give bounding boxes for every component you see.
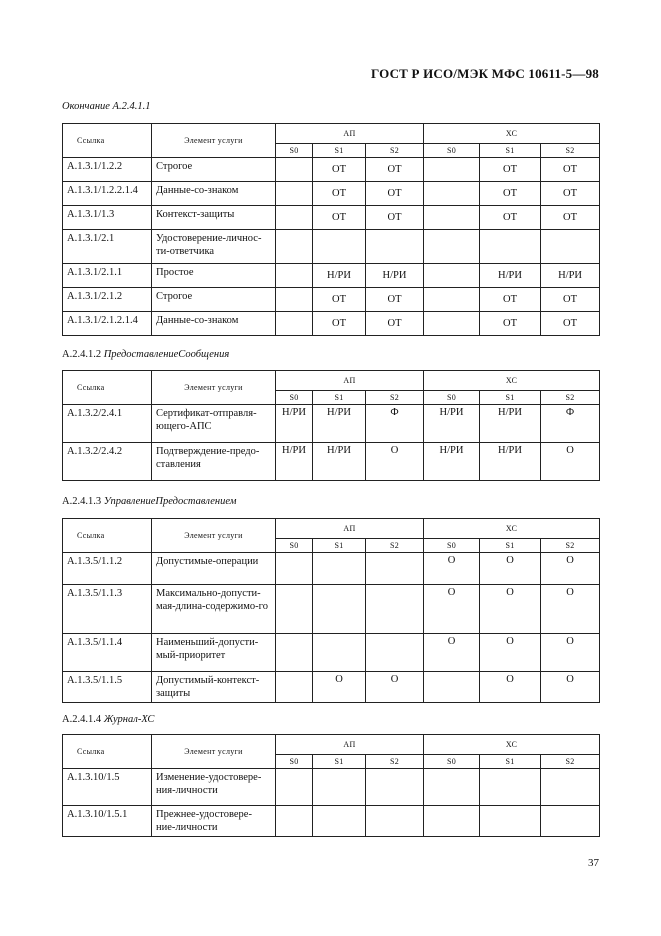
row-service: Данные-со-знаком bbox=[152, 182, 276, 206]
table-row bbox=[63, 182, 600, 206]
row-value bbox=[276, 634, 313, 672]
row-service: Контекст-защиты bbox=[152, 206, 276, 230]
row-value: О bbox=[366, 443, 424, 481]
row-value: О bbox=[424, 553, 480, 585]
row-value bbox=[276, 288, 313, 312]
row-value: Н/РИ bbox=[313, 264, 366, 288]
row-value: ОТ bbox=[313, 288, 366, 312]
row-value: О bbox=[541, 672, 600, 703]
row-value: ОТ bbox=[541, 288, 600, 312]
row-service: Изменение-удостовере-ния-личности bbox=[152, 769, 276, 806]
row-value bbox=[276, 206, 313, 230]
row-value bbox=[366, 553, 424, 585]
row-value bbox=[313, 769, 366, 806]
table-row bbox=[63, 288, 600, 312]
col-header-sub: S1 bbox=[480, 539, 541, 553]
col-header-sub: S0 bbox=[276, 144, 313, 158]
col-header-sub: S2 bbox=[541, 539, 600, 553]
row-value: Н/РИ bbox=[313, 405, 366, 443]
row-value bbox=[366, 634, 424, 672]
section-caption-title: Окончание А.2.4.1.1 bbox=[62, 101, 151, 112]
row-value bbox=[276, 585, 313, 634]
row-value bbox=[313, 553, 366, 585]
section-caption-title: ПредоставлениеСообщения bbox=[103, 349, 230, 360]
row-value bbox=[313, 585, 366, 634]
row-ref: A.1.3.10/1.5.1 bbox=[63, 806, 152, 837]
col-header-service: Элемент услуги bbox=[152, 519, 276, 553]
row-value: О bbox=[541, 553, 600, 585]
row-value bbox=[276, 230, 313, 264]
row-value: О bbox=[366, 672, 424, 703]
row-value: Н/РИ bbox=[313, 443, 366, 481]
row-value: Ф bbox=[541, 405, 600, 443]
col-header-sub: S1 bbox=[480, 391, 541, 405]
row-ref: A.1.3.1/1.2.2 bbox=[63, 158, 152, 182]
row-ref: A.1.3.5/1.1.4 bbox=[63, 634, 152, 672]
table-row bbox=[63, 672, 600, 703]
row-ref: A.1.3.5/1.1.3 bbox=[63, 585, 152, 634]
row-value bbox=[424, 769, 480, 806]
table-row bbox=[63, 769, 600, 806]
col-header-sub: S0 bbox=[276, 391, 313, 405]
col-header-group2: ХС bbox=[424, 124, 600, 144]
col-header-group1: АП bbox=[276, 124, 424, 144]
row-value bbox=[313, 230, 366, 264]
row-value: Н/РИ bbox=[366, 264, 424, 288]
row-value bbox=[541, 769, 600, 806]
col-header-sub: S2 bbox=[366, 539, 424, 553]
col-header-group2: ХС bbox=[424, 519, 600, 539]
table-row bbox=[63, 405, 600, 443]
col-header-group1: АП bbox=[276, 371, 424, 391]
col-header-service: Элемент услуги bbox=[152, 735, 276, 769]
row-value: Н/РИ bbox=[276, 443, 313, 481]
col-header-sub: S1 bbox=[313, 144, 366, 158]
row-ref: A.1.3.2/2.4.1 bbox=[63, 405, 152, 443]
section-3-table bbox=[62, 518, 600, 703]
col-header-sub: S0 bbox=[276, 755, 313, 769]
row-value: О bbox=[424, 585, 480, 634]
row-service: Данные-со-знаком bbox=[152, 312, 276, 336]
row-service: Наименьший-допусти-мый-приоритет bbox=[152, 634, 276, 672]
row-ref: A.1.3.1/2.1.2.1.4 bbox=[63, 312, 152, 336]
col-header-sub: S0 bbox=[424, 539, 480, 553]
row-value: Н/РИ bbox=[424, 405, 480, 443]
table-row bbox=[63, 443, 600, 481]
row-value: Н/РИ bbox=[480, 443, 541, 481]
row-service: Подтверждение-предо-ставления bbox=[152, 443, 276, 481]
row-value: Н/РИ bbox=[424, 443, 480, 481]
table-row bbox=[63, 553, 600, 585]
row-value bbox=[480, 806, 541, 837]
row-ref: A.1.3.2/2.4.2 bbox=[63, 443, 152, 481]
col-header-group2: ХС bbox=[424, 371, 600, 391]
row-value: ОТ bbox=[480, 288, 541, 312]
row-value bbox=[276, 806, 313, 837]
row-value: Н/РИ bbox=[541, 264, 600, 288]
row-value: ОТ bbox=[313, 182, 366, 206]
row-service: Допустимые-операции bbox=[152, 553, 276, 585]
table-row bbox=[63, 312, 600, 336]
row-value bbox=[424, 264, 480, 288]
col-header-group2: ХС bbox=[424, 735, 600, 755]
col-header-service: Элемент услуги bbox=[152, 371, 276, 405]
row-ref: A.1.3.1/1.2.2.1.4 bbox=[63, 182, 152, 206]
row-value: О bbox=[480, 553, 541, 585]
row-service: Строгое bbox=[152, 158, 276, 182]
row-value: ОТ bbox=[313, 206, 366, 230]
row-value bbox=[480, 769, 541, 806]
col-header-sub: S0 bbox=[424, 144, 480, 158]
row-value bbox=[276, 182, 313, 206]
row-value bbox=[366, 585, 424, 634]
row-value: О bbox=[541, 443, 600, 481]
row-value bbox=[313, 806, 366, 837]
col-header-sub: S2 bbox=[366, 144, 424, 158]
row-value: ОТ bbox=[541, 158, 600, 182]
document-header: ГОСТ Р ИСО/МЭК МФС 10611-5—98 bbox=[370, 66, 599, 81]
col-header-sub: S2 bbox=[541, 144, 600, 158]
col-header-sub: S1 bbox=[313, 755, 366, 769]
col-header-group1: АП bbox=[276, 519, 424, 539]
row-value bbox=[424, 230, 480, 264]
row-value bbox=[424, 206, 480, 230]
page-number: 37 bbox=[588, 857, 599, 869]
row-value: ОТ bbox=[313, 312, 366, 336]
row-value: Н/РИ bbox=[480, 264, 541, 288]
row-ref: A.1.3.10/1.5 bbox=[63, 769, 152, 806]
section-caption-number: А.2.4.1.2 bbox=[62, 349, 102, 360]
row-service: Строгое bbox=[152, 288, 276, 312]
row-value: ОТ bbox=[480, 312, 541, 336]
col-header-sub: S2 bbox=[366, 755, 424, 769]
row-service: Удостоверение-личнос-ти-ответчика bbox=[152, 230, 276, 264]
row-value: ОТ bbox=[366, 206, 424, 230]
col-header-sub: S2 bbox=[541, 755, 600, 769]
row-value bbox=[541, 230, 600, 264]
row-ref: A.1.3.1/2.1 bbox=[63, 230, 152, 264]
row-value: ОТ bbox=[480, 182, 541, 206]
row-service: Прежнее-удостовере-ние-личности bbox=[152, 806, 276, 837]
col-header-sub: S1 bbox=[480, 755, 541, 769]
row-value bbox=[480, 230, 541, 264]
section-caption-title: УправлениеПредоставлением bbox=[103, 496, 237, 507]
row-service: Максимально-допусти-мая-длина-содержимо-го bbox=[152, 585, 276, 634]
row-service: Допустимый-контекст-защиты bbox=[152, 672, 276, 703]
row-ref: A.1.3.1/2.1.2 bbox=[63, 288, 152, 312]
row-value: ОТ bbox=[541, 206, 600, 230]
section-2-caption bbox=[62, 349, 229, 360]
row-value bbox=[424, 672, 480, 703]
row-value bbox=[424, 182, 480, 206]
table-row bbox=[63, 806, 600, 837]
row-value: ОТ bbox=[480, 206, 541, 230]
col-header-ref: Ссылка bbox=[63, 371, 152, 405]
section-1-caption bbox=[62, 101, 150, 112]
col-header-service: Элемент услуги bbox=[152, 124, 276, 158]
row-value bbox=[276, 264, 313, 288]
row-ref: A.1.3.5/1.1.5 bbox=[63, 672, 152, 703]
row-value: О bbox=[313, 672, 366, 703]
row-value: ОТ bbox=[541, 312, 600, 336]
row-value: О bbox=[480, 634, 541, 672]
row-value bbox=[313, 634, 366, 672]
row-value: О bbox=[541, 634, 600, 672]
row-value: ОТ bbox=[366, 312, 424, 336]
col-header-ref: Ссылка bbox=[63, 735, 152, 769]
row-ref: A.1.3.1/1.3 bbox=[63, 206, 152, 230]
row-value: ОТ bbox=[366, 288, 424, 312]
col-header-sub: S1 bbox=[313, 539, 366, 553]
col-header-sub: S1 bbox=[313, 391, 366, 405]
col-header-sub: S0 bbox=[276, 539, 313, 553]
row-value bbox=[276, 158, 313, 182]
row-value bbox=[424, 806, 480, 837]
row-ref: A.1.3.1/2.1.1 bbox=[63, 264, 152, 288]
row-value: ОТ bbox=[480, 158, 541, 182]
section-caption-title: Журнал-ХС bbox=[103, 714, 155, 725]
row-value bbox=[366, 769, 424, 806]
row-value bbox=[276, 769, 313, 806]
col-header-sub: S2 bbox=[541, 391, 600, 405]
table-row bbox=[63, 230, 600, 264]
table-row bbox=[63, 158, 600, 182]
col-header-ref: Ссылка bbox=[63, 124, 152, 158]
row-value: ОТ bbox=[366, 182, 424, 206]
row-service: Простое bbox=[152, 264, 276, 288]
table-row bbox=[63, 264, 600, 288]
row-value: О bbox=[541, 585, 600, 634]
row-value bbox=[366, 230, 424, 264]
row-value bbox=[424, 312, 480, 336]
section-1-table bbox=[62, 123, 600, 336]
row-value: О bbox=[480, 672, 541, 703]
row-value: Ф bbox=[366, 405, 424, 443]
col-header-sub: S2 bbox=[366, 391, 424, 405]
col-header-group1: АП bbox=[276, 735, 424, 755]
row-value bbox=[424, 158, 480, 182]
section-2-table bbox=[62, 370, 600, 481]
section-4-caption bbox=[62, 714, 154, 725]
row-value bbox=[366, 806, 424, 837]
row-value: ОТ bbox=[366, 158, 424, 182]
row-value bbox=[276, 553, 313, 585]
col-header-sub: S0 bbox=[424, 391, 480, 405]
col-header-sub: S0 bbox=[424, 755, 480, 769]
section-caption-number: А.2.4.1.4 bbox=[62, 714, 102, 725]
row-value bbox=[541, 806, 600, 837]
table-row bbox=[63, 634, 600, 672]
row-value: ОТ bbox=[313, 158, 366, 182]
col-header-sub: S1 bbox=[480, 144, 541, 158]
row-value: ОТ bbox=[541, 182, 600, 206]
table-row bbox=[63, 206, 600, 230]
table-row bbox=[63, 585, 600, 634]
col-header-ref: Ссылка bbox=[63, 519, 152, 553]
row-value: Н/РИ bbox=[480, 405, 541, 443]
row-service: Сертификат-отправля-ющего-АПС bbox=[152, 405, 276, 443]
section-caption-number: А.2.4.1.3 bbox=[62, 496, 102, 507]
row-value: Н/РИ bbox=[276, 405, 313, 443]
row-value bbox=[276, 312, 313, 336]
row-value: О bbox=[480, 585, 541, 634]
section-4-table bbox=[62, 734, 600, 837]
row-value bbox=[276, 672, 313, 703]
row-ref: A.1.3.5/1.1.2 bbox=[63, 553, 152, 585]
row-value bbox=[424, 288, 480, 312]
section-3-caption bbox=[62, 496, 236, 507]
row-value: О bbox=[424, 634, 480, 672]
